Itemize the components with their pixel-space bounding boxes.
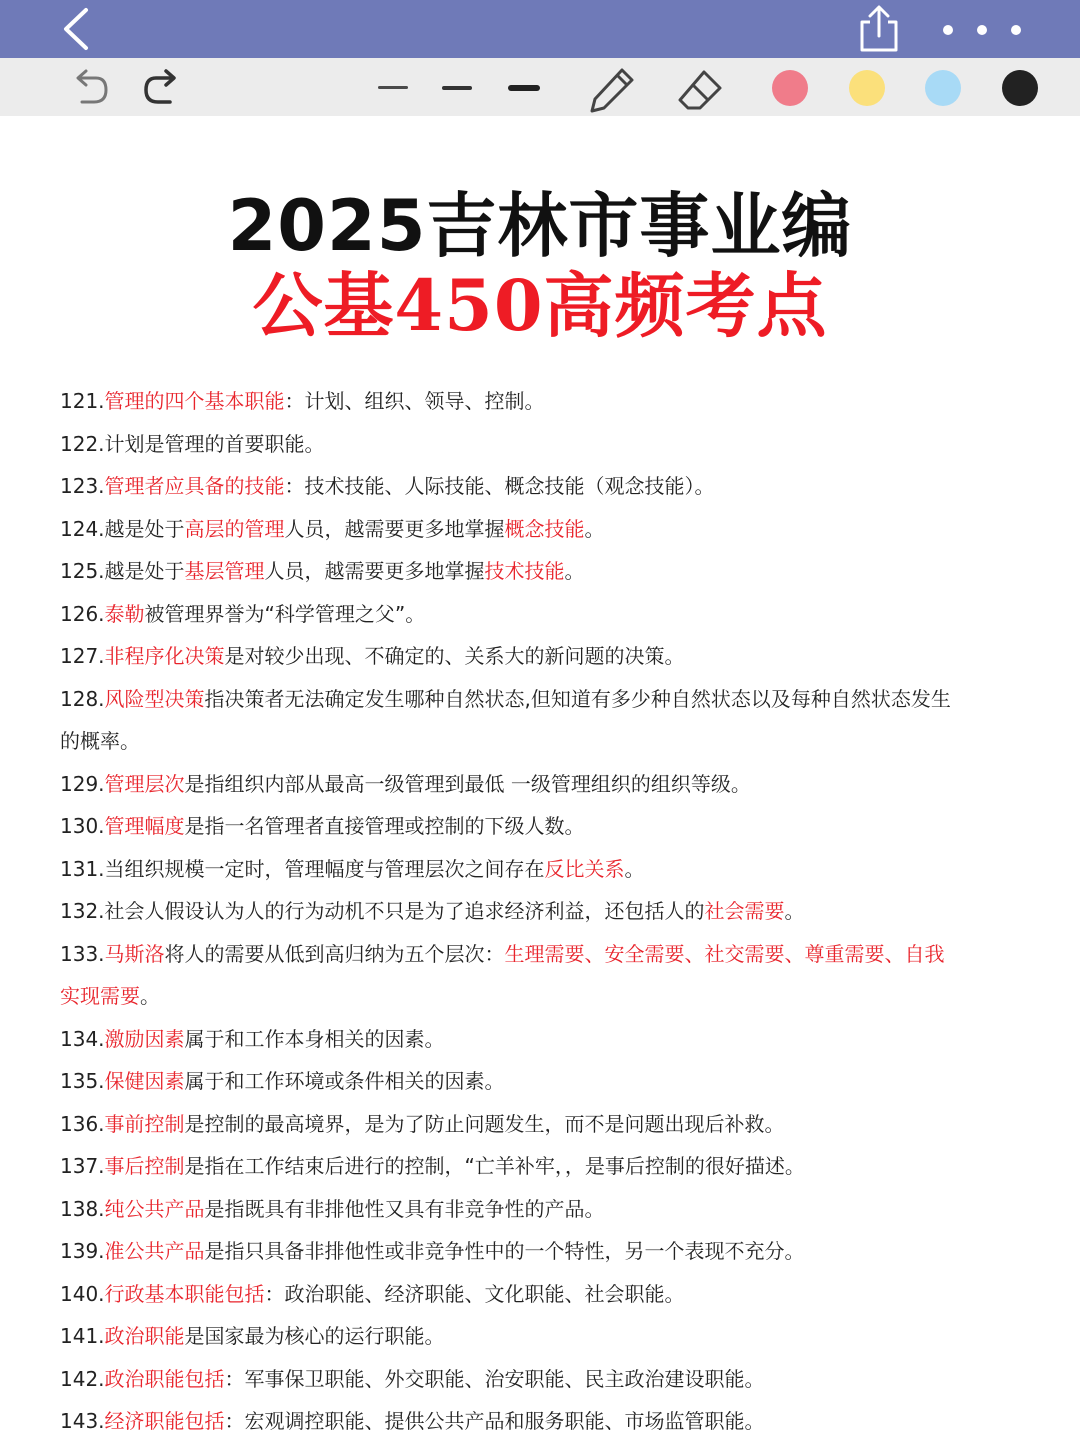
highlighted-term: 风险型决策 [104,686,205,711]
item-text: 属于和工作环境或条件相关的因素。 [184,1069,505,1093]
item-number: 141. [60,1324,105,1348]
list-item [60,593,960,636]
item-number: 134. [60,1026,105,1051]
item-number: 136. [60,1111,105,1136]
item-number: 138. [60,1196,105,1221]
item-text: 是指既具有非排他性又具有非竞争性的产品。 [204,1196,605,1221]
item-number: 121. [60,389,105,413]
medium-stroke-option[interactable] [442,86,472,90]
thin-stroke-option[interactable] [378,86,408,89]
highlighted-term: 经济职能包括 [104,1409,225,1433]
list-item [60,848,960,891]
highlighted-term: 行政基本职能包括 [104,1281,265,1306]
list-item [60,805,960,848]
item-text: 是指一名管理者直接管理或控制的下级人数。 [184,814,585,838]
list-item [60,1018,960,1061]
list-item [60,933,960,1018]
item-number: 123. [60,474,105,498]
key-points-list [60,380,960,1440]
list-item [60,1358,960,1401]
highlighted-term: 管理的四个基本职能 [104,389,285,413]
list-item [60,1230,960,1273]
list-item [60,763,960,806]
highlighted-term: 管理幅度 [104,814,185,838]
highlighted-term: 管理者应具备的技能 [104,474,285,498]
item-number: 126. [60,601,105,626]
item-text: ：军事保卫职能、外交职能、治安职能、民主政治建设职能。 [224,1366,765,1391]
item-number: 132. [60,899,105,923]
back-icon[interactable] [56,6,100,52]
item-text: 当组织规模一定时，管理幅度与管理层次之间存在 [104,856,545,881]
highlighted-term: 概念技能 [504,516,585,541]
item-number: 135. [60,1069,105,1093]
list-item [60,1103,960,1146]
highlighted-term: 政治职能包括 [104,1366,225,1391]
item-number: 128. [60,686,105,711]
item-text: 被管理界誉为“科学管理之父”。 [144,601,426,626]
item-text: ：宏观调控职能、提供公共产品和服务职能、市场监管职能。 [224,1409,765,1433]
list-item [60,1060,960,1103]
undo-icon[interactable] [66,68,110,108]
list-item [60,1400,960,1440]
highlighted-term: 保健因素 [104,1069,185,1093]
item-number: 127. [60,644,105,668]
highlighted-term: 泰勒 [104,601,145,626]
highlighted-term: 政治职能 [104,1324,185,1348]
item-number: 137. [60,1154,105,1178]
item-text: 是指只具备非排他性或非竞争性中的一个特性，另一个表现不充分。 [204,1239,805,1263]
item-number: 131. [60,856,105,881]
document-title: 2025吉林市事业编 [227,185,853,267]
list-item [60,508,960,551]
item-number: 143. [60,1409,105,1433]
item-text: 是控制的最高境界，是为了防止问题发生，而不是问题出现后补救。 [184,1111,785,1136]
item-text: 是指在工作结束后进行的控制，“亡羊补牢，，是事后控制的很好描述。 [184,1154,805,1178]
item-text: 社会人假设认为人的行为动机不只是为了追求经济利益，还包括人的 [104,899,705,923]
color-swatch-black[interactable] [1002,70,1038,106]
pen-icon[interactable] [588,66,638,114]
list-item [60,678,960,763]
color-swatch-blue[interactable] [925,70,961,106]
color-swatch-red[interactable] [772,70,808,106]
highlighted-term: 激励因素 [104,1026,185,1051]
highlighted-term: 事前控制 [104,1111,185,1136]
list-item [60,1188,960,1231]
highlighted-term: 生理需要、安全需要、社交需要、尊重需要、自我实现需要 [60,941,945,1008]
redo-icon[interactable] [142,68,186,108]
item-text: ：政治职能、经济职能、文化职能、社会职能。 [264,1281,685,1306]
list-item [60,1315,960,1358]
item-text: 。 [584,516,605,541]
item-number: 140. [60,1281,105,1306]
list-item [60,635,960,678]
list-item [60,423,960,466]
item-text: 。 [140,984,160,1008]
highlighted-term: 社会需要 [704,899,785,923]
item-number: 142. [60,1366,105,1391]
highlighted-term: 事后控制 [104,1154,185,1178]
item-number: 133. [60,941,105,966]
item-text: 。 [784,899,805,923]
item-text: 指决策者无法确定发生哪种自然状态,但知道有多少种自然状态以及每种自然状态发生的概率。 [60,686,951,753]
item-text: 人员，越需要更多地掌握 [284,516,505,541]
highlighted-term: 管理层次 [104,771,185,796]
list-item [60,465,960,508]
item-text: 越是处于 [104,516,185,541]
item-text: 属于和工作本身相关的因素。 [184,1026,445,1051]
item-text: 是指组织内部从最高一级管理到最低 一级管理组织的组织等级。 [184,771,751,796]
top-bar [0,0,1080,58]
item-text: 越是处于 [104,559,185,583]
thick-stroke-option[interactable] [508,85,540,91]
item-number: 125. [60,559,105,583]
item-number: 124. [60,516,105,541]
list-item [60,1273,960,1316]
document-subtitle: 公基450高频考点 [252,264,828,347]
item-text: 。 [564,559,585,583]
highlighted-term: 基层管理 [184,559,265,583]
more-icon[interactable] [936,18,1032,42]
item-text: 将人的需要从低到高归纳为五个层次： [164,941,505,966]
list-item [60,380,960,423]
annotation-toolbar [0,58,1080,116]
list-item [60,890,960,933]
color-swatch-yellow[interactable] [849,70,885,106]
highlighted-term: 非程序化决策 [104,644,225,668]
share-icon[interactable] [856,4,902,54]
item-text: 。 [624,856,645,881]
item-text: 是国家最为核心的运行职能。 [184,1324,445,1348]
highlighted-term: 反比关系 [544,856,625,881]
highlighted-term: 高层的管理 [184,516,285,541]
item-text: 人员，越需要更多地掌握 [264,559,485,583]
highlighted-term: 马斯洛 [104,941,165,966]
item-number: 139. [60,1239,105,1263]
highlighted-term: 准公共产品 [104,1239,205,1263]
item-text: 是对较少出现、不确定的、关系大的新问题的决策。 [224,644,685,668]
item-text: 计划是管理的首要职能。 [104,431,325,456]
item-text: ：计划、组织、领导、控制。 [284,389,545,413]
item-number: 122. [60,431,105,456]
highlighted-term: 纯公共产品 [104,1196,205,1221]
highlighted-term: 技术技能 [484,559,565,583]
list-item [60,550,960,593]
list-item [60,1145,960,1188]
item-text: ：技术技能、人际技能、概念技能（观念技能）。 [284,474,715,498]
item-number: 130. [60,814,105,838]
eraser-icon[interactable] [676,68,726,112]
item-number: 129. [60,771,105,796]
